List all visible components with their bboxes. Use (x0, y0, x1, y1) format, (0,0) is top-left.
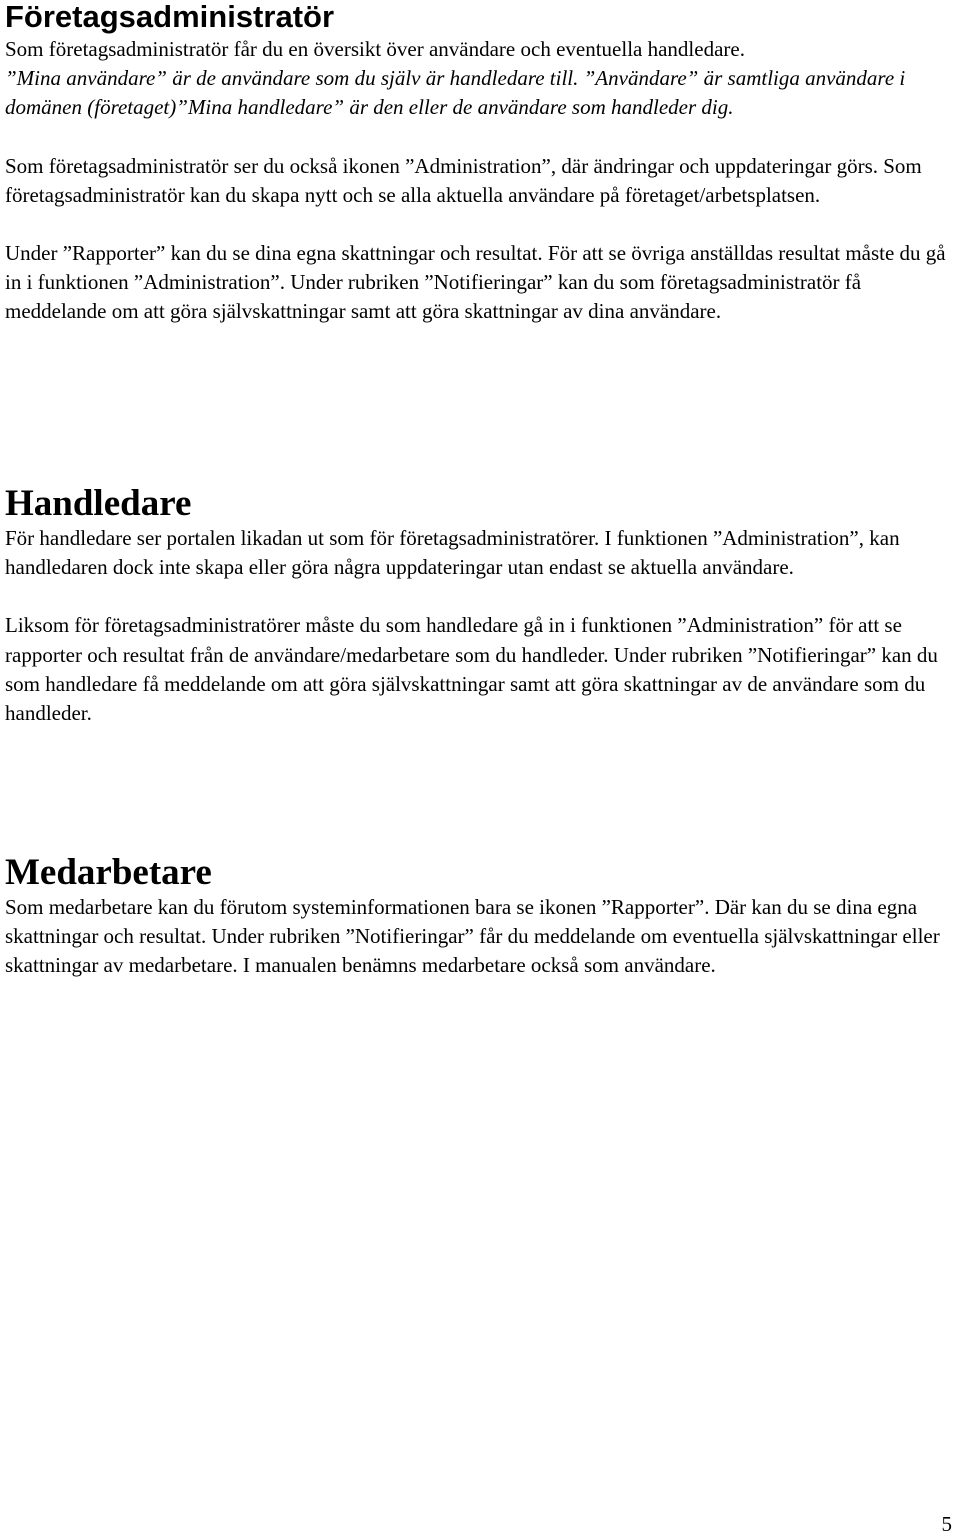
section-medarbetare (5, 853, 957, 981)
admin-paragraph-rapporter: Under ”Rapporter” kan du se dina egna skattningar och resultat. För att se övriga anställdas resultat måste du gå in i funktionen ”Administration”. Under rubriken ”Notifieringar” kan du som företagsadministratör få meddelande om att göra självskattningar samt att göra skattningar av dina användare. (5, 241, 946, 324)
heading-foretagsadministrator: Företagsadministratör (5, 0, 335, 34)
handledare-paragraph-2: Liksom för företagsadministratörer måste du som handledare gå in i funktionen ”Administration” för att se rapporter och resultat från de användare/medarbetare som du handleder. Under rubriken ”Notifieringar” kan du som handledare få meddelande om att göra självskattningar samt att göra skattningar av de användare som du handleder. (5, 613, 938, 726)
heading-medarbetare: Medarbetare (5, 852, 212, 893)
section-handledare (5, 484, 957, 728)
section-foretagsadministrator (5, 0, 957, 327)
admin-paragraph-administration: Som företagsadministratör ser du också ikonen ”Administration”, där ändringar och uppdateringar görs. Som företagsadministratör kan du skapa nytt och se alla aktuella användare på företaget/arbetsplatsen. (5, 153, 922, 207)
handledare-paragraph-1: För handledare ser portalen likadan ut som för företagsadministratörer. I funktionen ”Administration”, kan handledaren dock inte skapa eller göra några uppdateringar utan endast se aktuella användare. (5, 526, 900, 580)
medarbetare-paragraph: Som medarbetare kan du förutom systeminformationen bara se ikonen ”Rapporter”. Där kan du se dina egna skattningar och resultat. Under rubriken ”Notifieringar” får du meddelande om eventuella självskattningar eller skattningar av medarbetare. I manualen benämns medarbetare också som användare. (5, 895, 940, 978)
admin-intro-line: Som företagsadministratör får du en översikt över användare och eventuella handledare. (5, 37, 745, 61)
admin-intro-paragraph (5, 35, 957, 123)
page-number: 5 (941, 1512, 952, 1536)
heading-handledare: Handledare (5, 483, 192, 524)
admin-intro-italic: ”Mina användare” är de användare som du själv är handledare till. ”Användare” är samtliga användare i domänen (företaget)”Mina handledare” är den eller de användare som handleder dig. (5, 66, 906, 120)
